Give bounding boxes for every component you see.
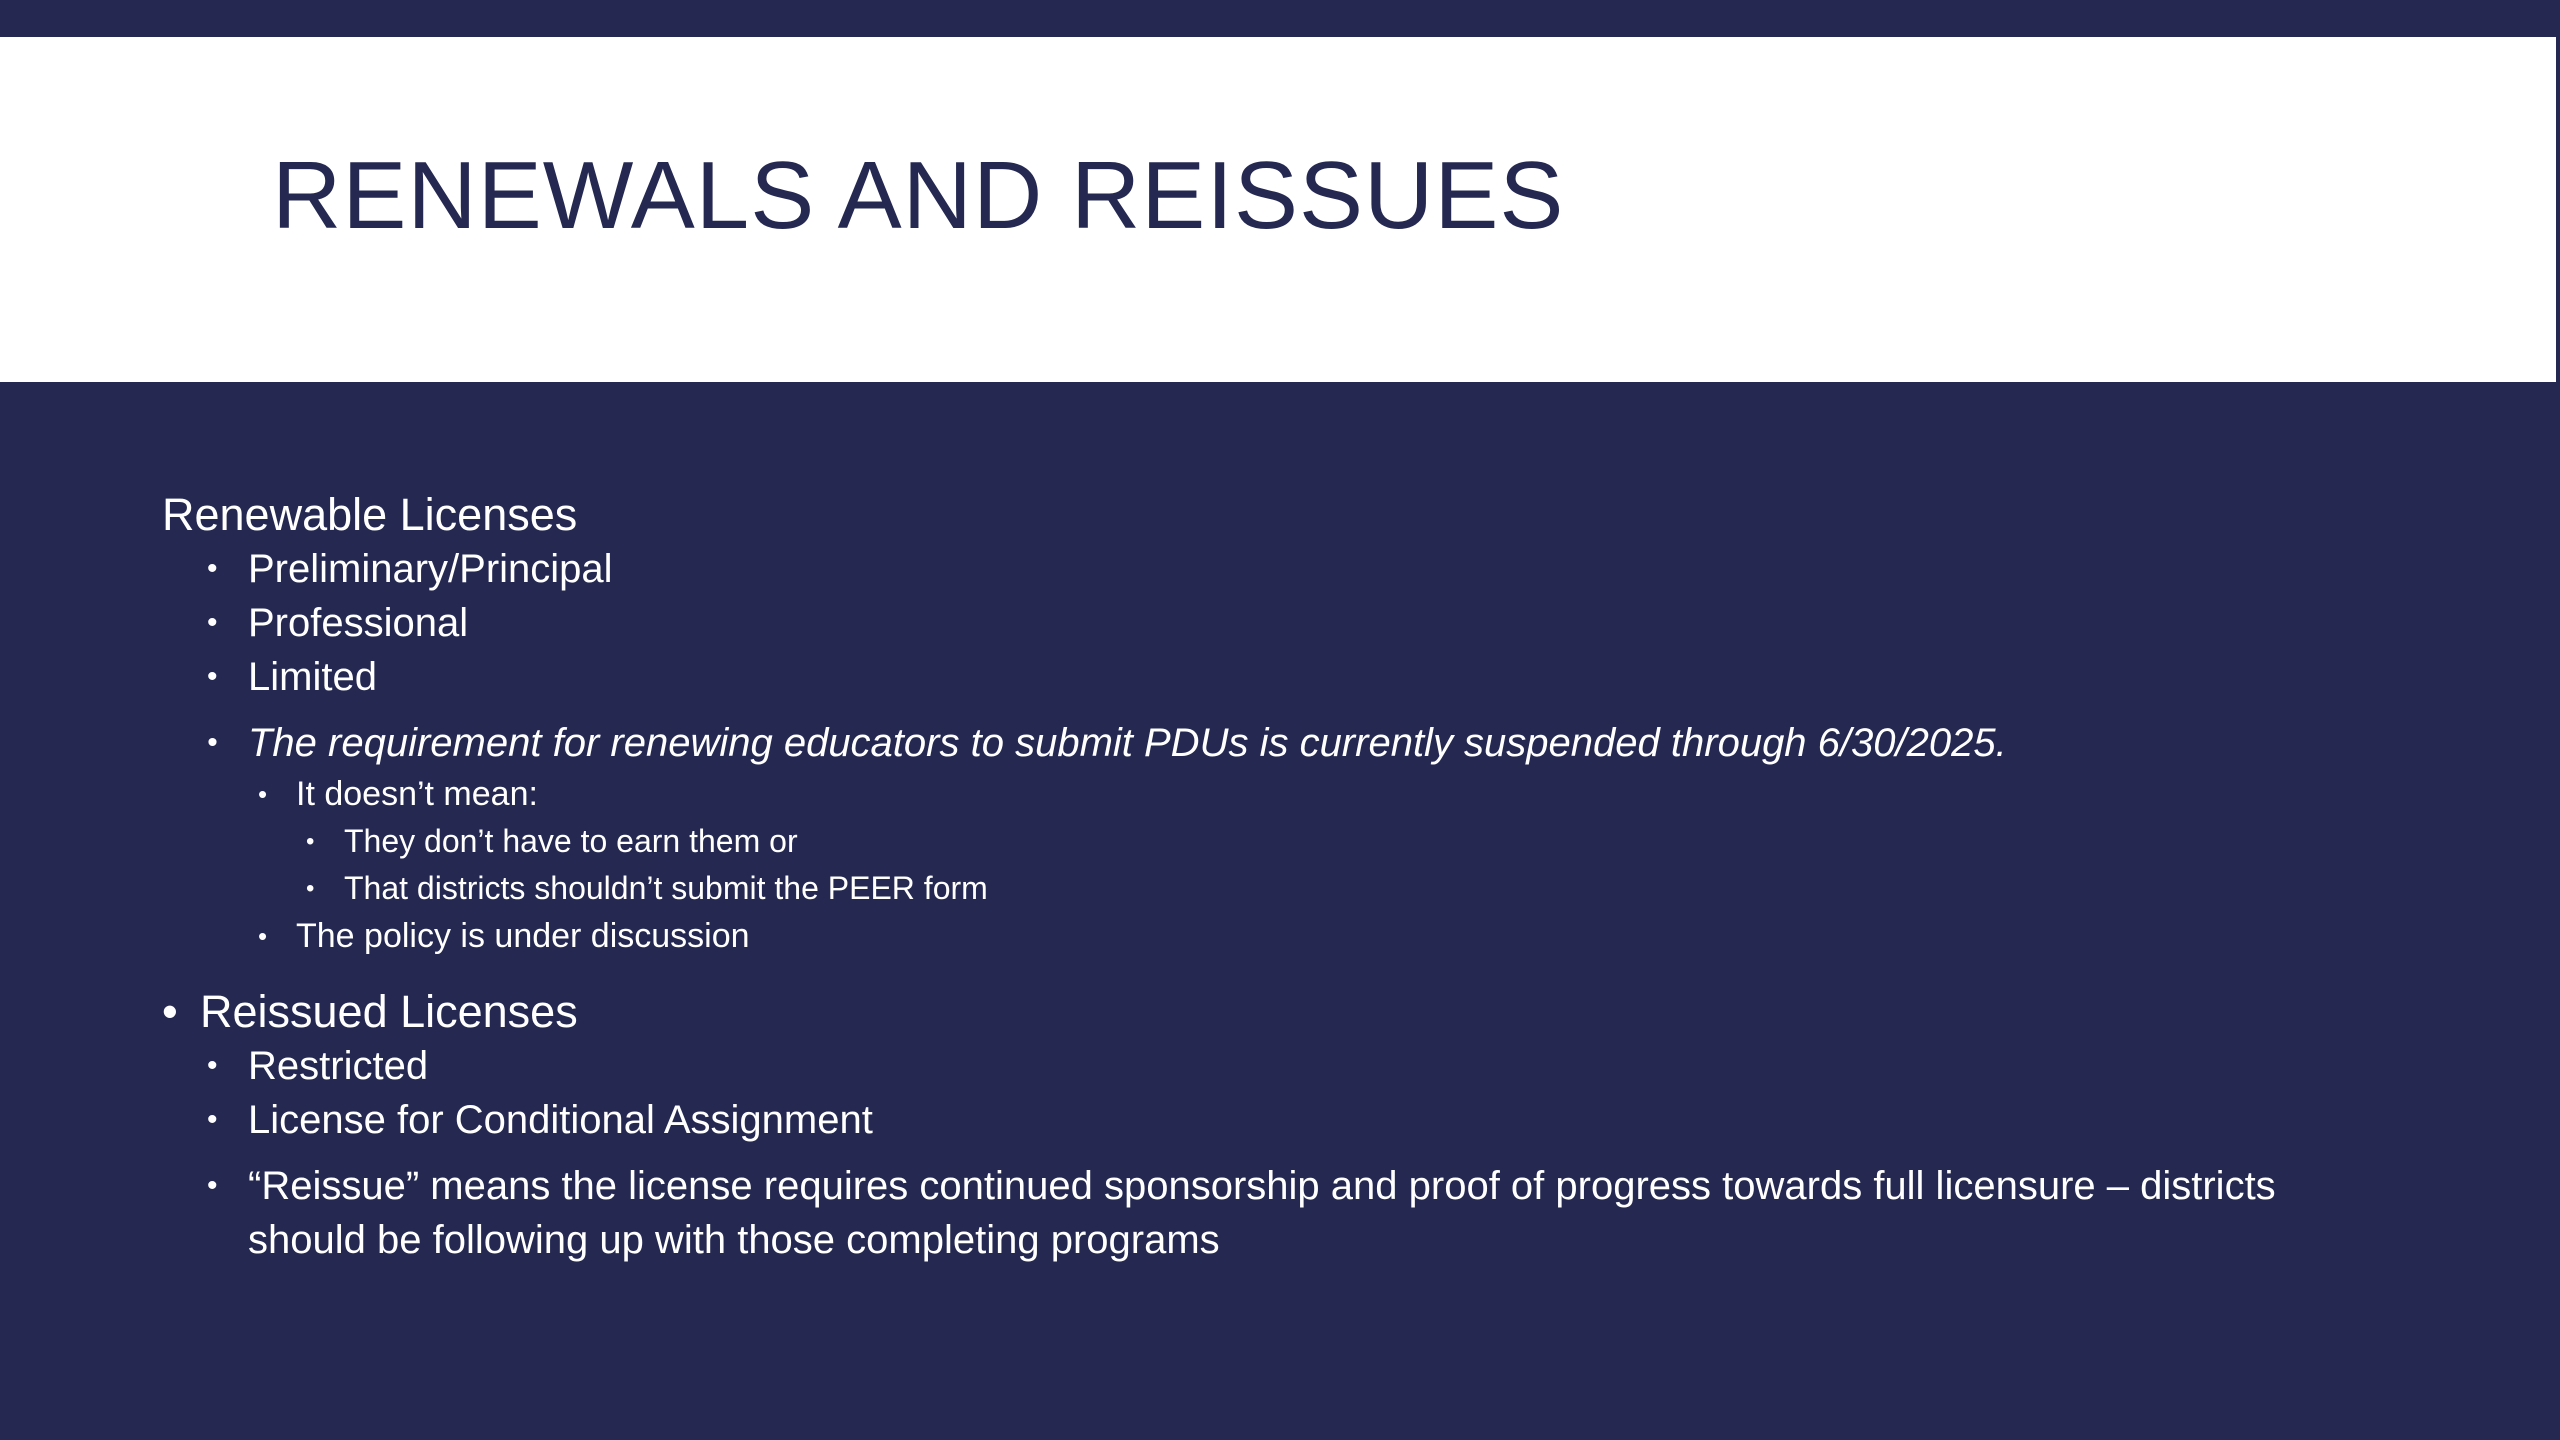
bullet: • xyxy=(207,552,218,585)
bullet: • xyxy=(306,875,315,902)
pdu-suspension-note xyxy=(162,716,2412,770)
list-item xyxy=(162,1093,2412,1147)
list-item xyxy=(162,865,2412,912)
list-item-text: Preliminary/Principal xyxy=(248,547,613,591)
list-item xyxy=(162,596,2412,650)
note-text: The requirement for renewing educators to submit PDUs is currently suspended through 6/30/2025. xyxy=(248,721,2007,765)
reissue-definition-note xyxy=(162,1159,2348,1267)
bullet: • xyxy=(258,779,268,809)
bullet: • xyxy=(207,726,218,759)
list-item-text: That districts shouldn’t submit the PEER form xyxy=(344,870,988,906)
list-item-text: Limited xyxy=(248,655,377,699)
list-item xyxy=(162,912,2412,960)
bullet: • xyxy=(207,606,218,639)
section-heading-reissued xyxy=(162,984,2412,1039)
slide-title: RENEWALS AND REISSUES xyxy=(272,142,1565,249)
list-item-text: Professional xyxy=(248,601,469,645)
list-item xyxy=(162,818,2412,865)
list-item-text: Restricted xyxy=(248,1044,429,1088)
bullet: • xyxy=(258,921,268,951)
note-text: “Reissue” means the license requires continued sponsorship and proof of progress towards full licensure – districts should be following up with those completing programs xyxy=(248,1164,2276,1262)
section-heading-renewable: Renewable Licenses xyxy=(162,489,578,540)
list-item xyxy=(162,542,2412,596)
section-heading-text: Reissued Licenses xyxy=(200,986,578,1037)
bullet: • xyxy=(207,1103,218,1136)
list-item-text: It doesn’t mean: xyxy=(296,775,538,813)
list-item xyxy=(162,770,2412,818)
bullet: • xyxy=(162,986,178,1037)
list-item-text: The policy is under discussion xyxy=(296,917,750,955)
bullet: • xyxy=(207,660,218,693)
bullet: • xyxy=(306,828,315,855)
list-item-text: License for Conditional Assignment xyxy=(248,1098,873,1142)
slide-body xyxy=(162,487,2412,1267)
bullet: • xyxy=(207,1049,218,1082)
bullet: • xyxy=(207,1169,218,1202)
list-item xyxy=(162,1039,2412,1093)
list-item-text: They don’t have to earn them or xyxy=(344,823,798,859)
list-item xyxy=(162,650,2412,704)
